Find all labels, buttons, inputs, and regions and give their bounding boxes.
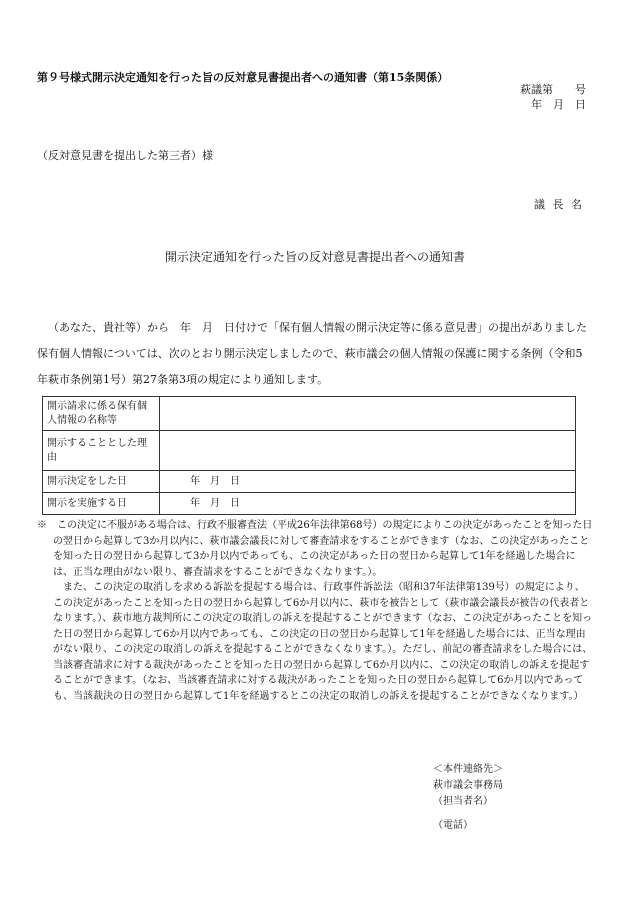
sender: 議 長 名	[534, 198, 584, 211]
body-text-block	[37, 315, 593, 393]
table-row	[43, 471, 576, 493]
document-number-block	[520, 82, 586, 112]
note-lawsuit: また、この決定の取消しを求める訴訟を提起する場合は、行政事件訴訟法（昭和37年法律第139号）の規定により、この決定があったことを知った日の翌日から起算して6か月以内に、萩市を被告として（萩市議会議長が被告の代表者となります。）、萩市地方裁判所にこの決定の取消しの訴えを提起することができます（なお、この決定があったことを知った日の翌日から起算して6か月以内であっても、この決定の日の翌日から起算して1年を経過した場合には、正当な理由がない限り、この決定の取消しの訴えを提起することができなくなります。）。ただし、前記の審査請求をした場合には、当該審査請求に対する裁決があったことを知った日の翌日から起算して6か月以内に、この決定の取消しの訴えを提起することができます。（なお、当該審査請求に対する裁決があったことを知った日の翌日から起算して6か月以内であっても、当該裁決の日の翌日から起算して1年を経過するとこの決定の取消しの訴えを提起することができなくなります。）	[53, 582, 593, 702]
contact-phone: （電話）	[433, 820, 473, 831]
table-value	[160, 397, 576, 431]
table-label: 開示することとした理由	[43, 431, 160, 471]
notes-block	[37, 518, 593, 704]
table-value: 年 月 日	[160, 471, 576, 493]
note-appeal: ※ この決定に不服がある場合は、行政不服審査法（平成26年法律第68号）の規定によりこの決定があったことを知った日の翌日から起算して3か月以内に、萩市議会議長に対して審査請求をすることができます（なお、この決定があったことを知った日の翌日から起算して3か月以内であっても、この決定があった日の翌日から起算して1年を経過した場合には、正当な理由がない限り、審査請求をすることができなくなります。）。	[37, 520, 593, 578]
contact-person: （担当者名）	[433, 796, 493, 807]
contact-office: 萩市議会事務局	[433, 780, 503, 791]
table-row	[43, 431, 576, 471]
document-date: 年 月 日	[531, 98, 586, 111]
contact-heading: ＜本件連絡先＞	[433, 764, 503, 775]
table-label: 開示請求に係る保有個人情報の名称等	[43, 397, 160, 431]
contact-block	[433, 762, 503, 834]
table-row	[43, 397, 576, 431]
info-table	[42, 396, 576, 515]
document-number: 萩議第 号	[520, 83, 586, 96]
recipient: （反対意見書を提出した第三者）様	[37, 149, 213, 162]
form-title: 第９号様式開示決定通知を行った旨の反対意見書提出者への通知書（第15条関係）	[37, 71, 449, 84]
document-title: 開示決定通知を行った旨の反対意見書提出者への通知書	[164, 250, 465, 264]
table-label: 開示決定をした日	[43, 471, 160, 493]
table-label: 開示を実施する日	[43, 493, 160, 515]
table-row	[43, 493, 576, 515]
table-value: 年 月 日	[160, 493, 576, 515]
table-value	[160, 431, 576, 471]
body-paragraph: （あなた、貴社等）から 年 月 日付けで「保有個人情報の開示決定等に係る意見書」の提出がありました保有個人情報については、次のとおり開示決定しましたので、萩市議会の個人情報の保護に関する条例（令和5年萩市条例第1号）第27条第3項の規定により通知します。	[37, 321, 587, 386]
